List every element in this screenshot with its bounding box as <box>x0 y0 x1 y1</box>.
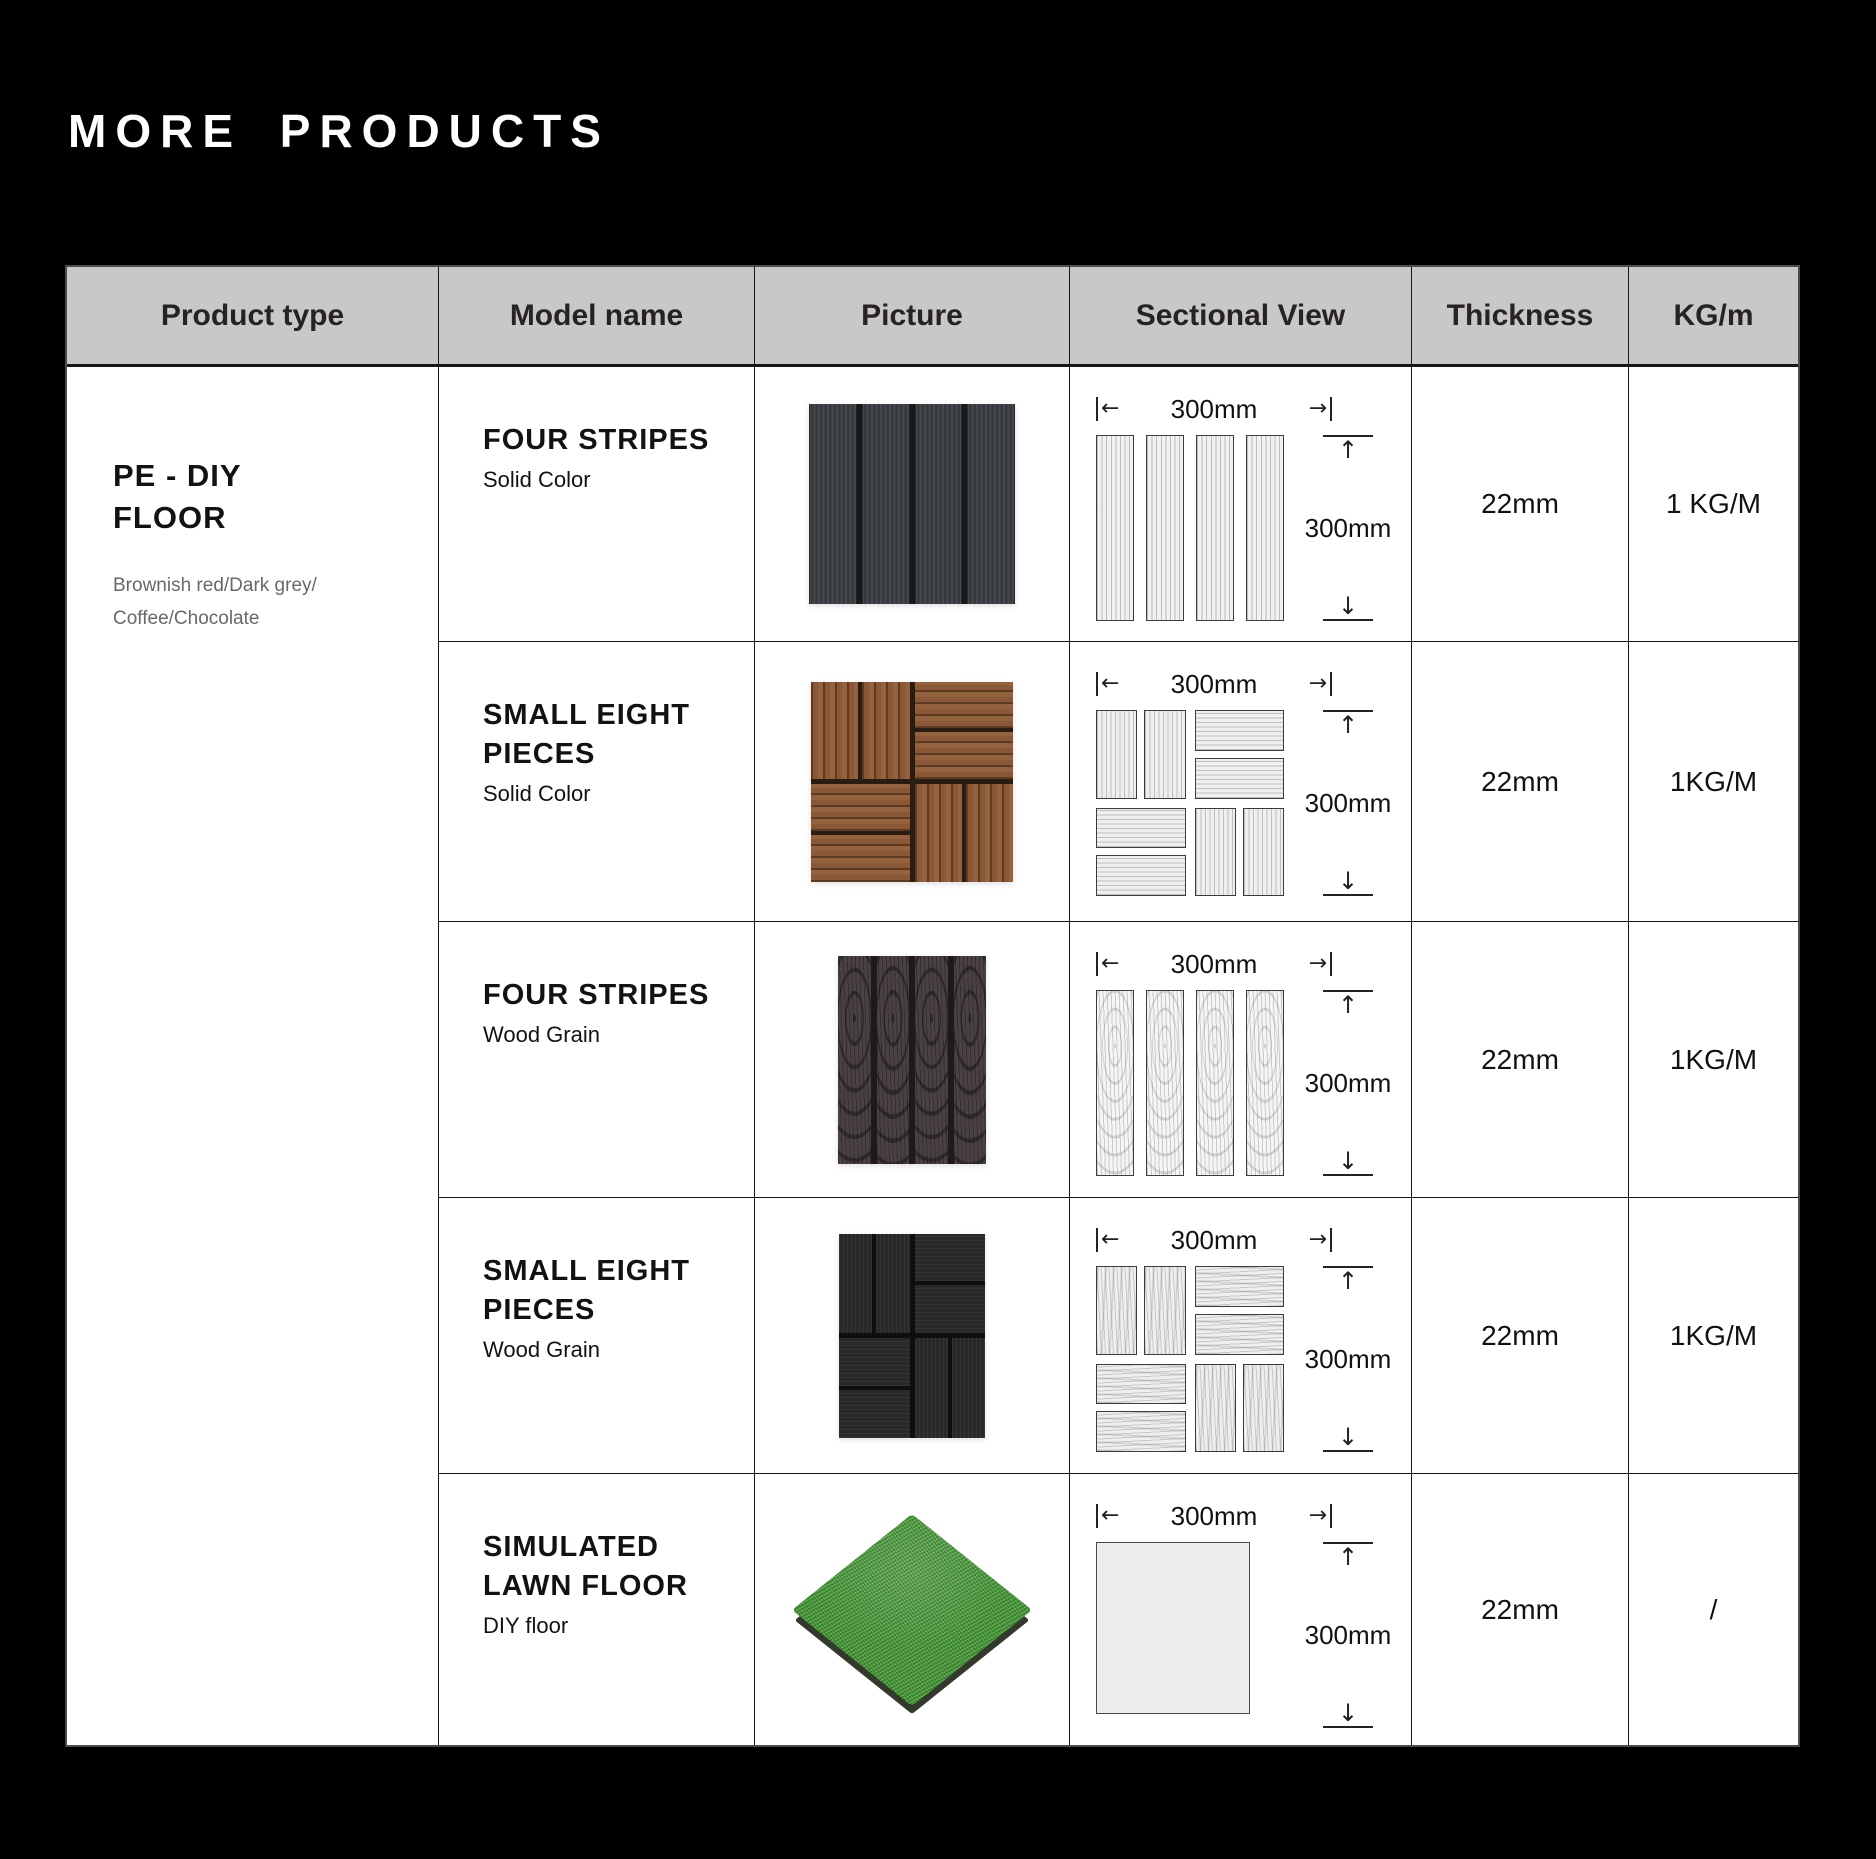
dimension-tick-right <box>1330 952 1332 976</box>
tile-piece <box>915 784 962 882</box>
dimension-tick-right <box>1330 397 1332 421</box>
header-product-type: Product type <box>67 267 439 367</box>
model-name-cell <box>439 367 755 642</box>
section-piece <box>1195 1266 1285 1307</box>
height-dimension-label: 300mm <box>1304 1067 1392 1098</box>
width-dimension-label: 300mm <box>1170 668 1258 699</box>
thickness-cell <box>1412 1198 1629 1474</box>
tile-plank <box>809 404 857 604</box>
section-plank <box>1246 435 1284 621</box>
section-quadrant <box>1096 1266 1186 1355</box>
tile-piece <box>811 784 910 831</box>
tile-quadrant <box>915 784 1014 882</box>
sectional-view-cell <box>1070 642 1412 922</box>
model-name: FOUR STRIPES <box>483 424 710 456</box>
section-piece <box>1096 855 1186 896</box>
width-dimension-label: 300mm <box>1170 1500 1258 1531</box>
tile-piece <box>915 732 1014 779</box>
sectional-view-cell <box>1070 367 1412 642</box>
arrow-right-icon: → <box>1308 951 1327 976</box>
arrow-down-icon: ↓ <box>1323 1424 1373 1452</box>
sectional-diagram <box>1096 710 1284 896</box>
model-variant: Wood Grain <box>483 1022 600 1048</box>
tile-piece <box>839 1234 872 1334</box>
arrow-right-icon: → <box>1308 671 1327 696</box>
thickness-value: 22mm <box>1481 1043 1559 1075</box>
section-piece <box>1096 1364 1186 1405</box>
arrow-up-icon: ↑ <box>1323 710 1373 738</box>
product-type-title: PE - DIY FLOOR <box>113 458 242 535</box>
arrow-left-icon: ← <box>1101 671 1120 696</box>
product-picture <box>809 404 1015 604</box>
picture-cell <box>755 1474 1070 1745</box>
sectional-drawing <box>1096 710 1411 896</box>
tile-plank <box>862 404 910 604</box>
model-variant: Wood Grain <box>483 1337 600 1363</box>
tile-piece <box>839 1338 910 1386</box>
thickness-cell <box>1412 367 1629 642</box>
section-piece <box>1195 758 1285 799</box>
section-piece <box>1096 710 1137 799</box>
product-picture <box>811 682 1013 882</box>
height-dimension-label: 300mm <box>1304 1343 1392 1374</box>
products-table <box>65 265 1800 1747</box>
sectional-drawing <box>1096 435 1411 621</box>
tile-quadrant <box>811 682 910 780</box>
section-piece <box>1243 1364 1284 1453</box>
height-dimension <box>1300 710 1396 896</box>
section-quadrant <box>1195 1266 1285 1355</box>
height-dimension <box>1300 435 1396 621</box>
tile-quadrant <box>839 1338 910 1438</box>
product-picture <box>839 1234 985 1438</box>
arrow-down-icon: ↓ <box>1323 1148 1373 1176</box>
dimension-tick-right <box>1330 1504 1332 1528</box>
model-variant: Solid Color <box>483 467 591 493</box>
tile-quadrant <box>811 784 910 882</box>
kg-per-m-value: 1KG/M <box>1669 1043 1758 1075</box>
arrow-down-icon: ↓ <box>1323 1700 1373 1728</box>
kg-per-m-value: 1 KG/M <box>1666 488 1761 519</box>
width-dimension <box>1096 393 1332 425</box>
tile-piece <box>811 835 910 882</box>
tile-plank <box>915 956 948 1164</box>
tile-quadrant <box>839 1234 910 1334</box>
model-name-cell <box>439 1474 755 1745</box>
page-title: MORE PRODUCTS <box>68 105 610 157</box>
section-plank <box>1096 990 1134 1176</box>
sectional-drawing <box>1096 1542 1411 1728</box>
height-dimension <box>1300 1542 1396 1728</box>
thickness-cell <box>1412 642 1629 922</box>
arrow-up-icon: ↑ <box>1323 435 1373 463</box>
section-piece <box>1096 1411 1186 1452</box>
section-plank <box>1146 990 1184 1176</box>
header-sectional-view: Sectional View <box>1070 267 1412 367</box>
tile-piece <box>915 1285 986 1333</box>
product-picture <box>787 1498 1037 1722</box>
tile-piece <box>915 1338 948 1438</box>
tile-plank <box>954 956 987 1164</box>
width-dimension <box>1096 1500 1332 1532</box>
thickness-cell <box>1412 1474 1629 1745</box>
product-type-cell <box>67 367 439 1745</box>
height-dimension <box>1300 1266 1396 1452</box>
section-piece <box>1195 1314 1285 1355</box>
tile-quadrant <box>915 1338 986 1438</box>
arrow-up-icon: ↑ <box>1323 1542 1373 1570</box>
header-model-name: Model name <box>439 267 755 367</box>
kg-per-m-value: 1KG/M <box>1669 1319 1758 1351</box>
sectional-view-cell <box>1070 1198 1412 1474</box>
arrow-left-icon: ← <box>1101 1227 1120 1252</box>
arrow-down-icon: ↓ <box>1323 593 1373 621</box>
dimension-tick-right <box>1330 1228 1332 1252</box>
width-dimension <box>1096 948 1332 980</box>
model-name: SMALL EIGHT PIECES <box>483 1255 691 1327</box>
thickness-value: 22mm <box>1481 765 1559 797</box>
model-name-cell <box>439 1198 755 1474</box>
tile-quadrant <box>915 682 1014 780</box>
tile-quadrant <box>915 1234 986 1334</box>
kg-per-m-cell <box>1629 1474 1798 1745</box>
tile-piece <box>915 1234 986 1282</box>
sectional-drawing <box>1096 990 1411 1176</box>
tile-piece <box>915 682 1014 729</box>
tile-plank <box>967 404 1015 604</box>
height-dimension-label: 300mm <box>1304 787 1392 818</box>
section-piece <box>1144 710 1185 799</box>
section-piece <box>1243 808 1284 897</box>
thickness-value: 22mm <box>1481 488 1559 519</box>
tile-piece <box>966 784 1013 882</box>
tile-piece <box>839 1390 910 1438</box>
tile-piece <box>952 1338 985 1438</box>
tile-piece <box>876 1234 909 1334</box>
height-dimension-label: 300mm <box>1304 512 1392 543</box>
width-dimension-label: 300mm <box>1170 948 1258 979</box>
tile-plank <box>877 956 910 1164</box>
product-picture <box>838 956 986 1164</box>
model-name: FOUR STRIPES <box>483 979 710 1011</box>
kg-per-m-value: 1KG/M <box>1669 765 1758 797</box>
arrow-up-icon: ↑ <box>1323 1266 1373 1294</box>
sectional-diagram <box>1096 1542 1284 1728</box>
section-quadrant <box>1096 1364 1186 1453</box>
kg-per-m-cell <box>1629 1198 1798 1474</box>
dimension-tick-right <box>1330 672 1332 696</box>
arrow-down-icon: ↓ <box>1323 868 1373 896</box>
grass-tile <box>792 1513 1032 1705</box>
arrow-right-icon: → <box>1308 1503 1327 1528</box>
header-picture: Picture <box>755 267 1070 367</box>
model-name: SMALL EIGHT PIECES <box>483 699 691 771</box>
model-name-cell <box>439 922 755 1198</box>
height-dimension-label: 300mm <box>1304 1619 1392 1650</box>
picture-cell <box>755 1198 1070 1474</box>
picture-cell <box>755 922 1070 1198</box>
picture-cell <box>755 367 1070 642</box>
tile-plank <box>838 956 871 1164</box>
section-piece <box>1195 710 1285 751</box>
section-quadrant <box>1096 808 1186 897</box>
color-options-line1: Brownish red/Dark grey/ <box>113 574 317 596</box>
section-plank <box>1196 990 1234 1176</box>
arrow-up-icon: ↑ <box>1323 990 1373 1018</box>
section-piece <box>1195 1364 1236 1453</box>
header-kg-per-m: KG/m <box>1629 267 1798 367</box>
arrow-right-icon: → <box>1308 1227 1327 1252</box>
sectional-view-cell <box>1070 1474 1412 1745</box>
section-quadrant <box>1195 710 1285 799</box>
section-plank <box>1196 435 1234 621</box>
model-name-cell <box>439 642 755 922</box>
width-dimension-label: 300mm <box>1170 393 1258 424</box>
kg-per-m-cell <box>1629 922 1798 1198</box>
sectional-diagram <box>1096 990 1284 1176</box>
sectional-diagram <box>1096 1266 1284 1452</box>
kg-per-m-value: / <box>1709 1593 1718 1625</box>
section-quadrant <box>1195 808 1285 897</box>
product-color-options <box>113 569 398 636</box>
width-dimension-label: 300mm <box>1170 1224 1258 1255</box>
height-dimension <box>1300 990 1396 1176</box>
kg-per-m-cell <box>1629 642 1798 922</box>
section-square <box>1096 1542 1250 1714</box>
arrow-right-icon: → <box>1308 396 1327 421</box>
section-piece <box>1096 808 1186 849</box>
kg-per-m-cell <box>1629 367 1798 642</box>
section-piece <box>1096 1266 1137 1355</box>
thickness-value: 22mm <box>1481 1593 1559 1625</box>
arrow-left-icon: ← <box>1101 951 1120 976</box>
width-dimension <box>1096 668 1332 700</box>
model-variant: Solid Color <box>483 781 591 807</box>
color-options-line2: Coffee/Chocolate <box>113 607 260 629</box>
section-piece <box>1195 808 1236 897</box>
header-thickness: Thickness <box>1412 267 1629 367</box>
sectional-diagram <box>1096 435 1284 621</box>
sectional-drawing <box>1096 1266 1411 1452</box>
model-variant: DIY floor <box>483 1613 569 1639</box>
arrow-left-icon: ← <box>1101 396 1120 421</box>
arrow-left-icon: ← <box>1101 1503 1120 1528</box>
section-quadrant <box>1195 1364 1285 1453</box>
section-plank <box>1096 435 1134 621</box>
thickness-value: 22mm <box>1481 1319 1559 1351</box>
section-quadrant <box>1096 710 1186 799</box>
tile-piece <box>862 682 909 780</box>
picture-cell <box>755 642 1070 922</box>
width-dimension <box>1096 1224 1332 1256</box>
section-plank <box>1146 435 1184 621</box>
thickness-cell <box>1412 922 1629 1198</box>
section-plank <box>1246 990 1284 1176</box>
tile-piece <box>811 682 858 780</box>
model-name: SIMULATED LAWN FLOOR <box>483 1531 688 1603</box>
tile-plank <box>915 404 963 604</box>
section-piece <box>1144 1266 1185 1355</box>
sectional-view-cell <box>1070 922 1412 1198</box>
